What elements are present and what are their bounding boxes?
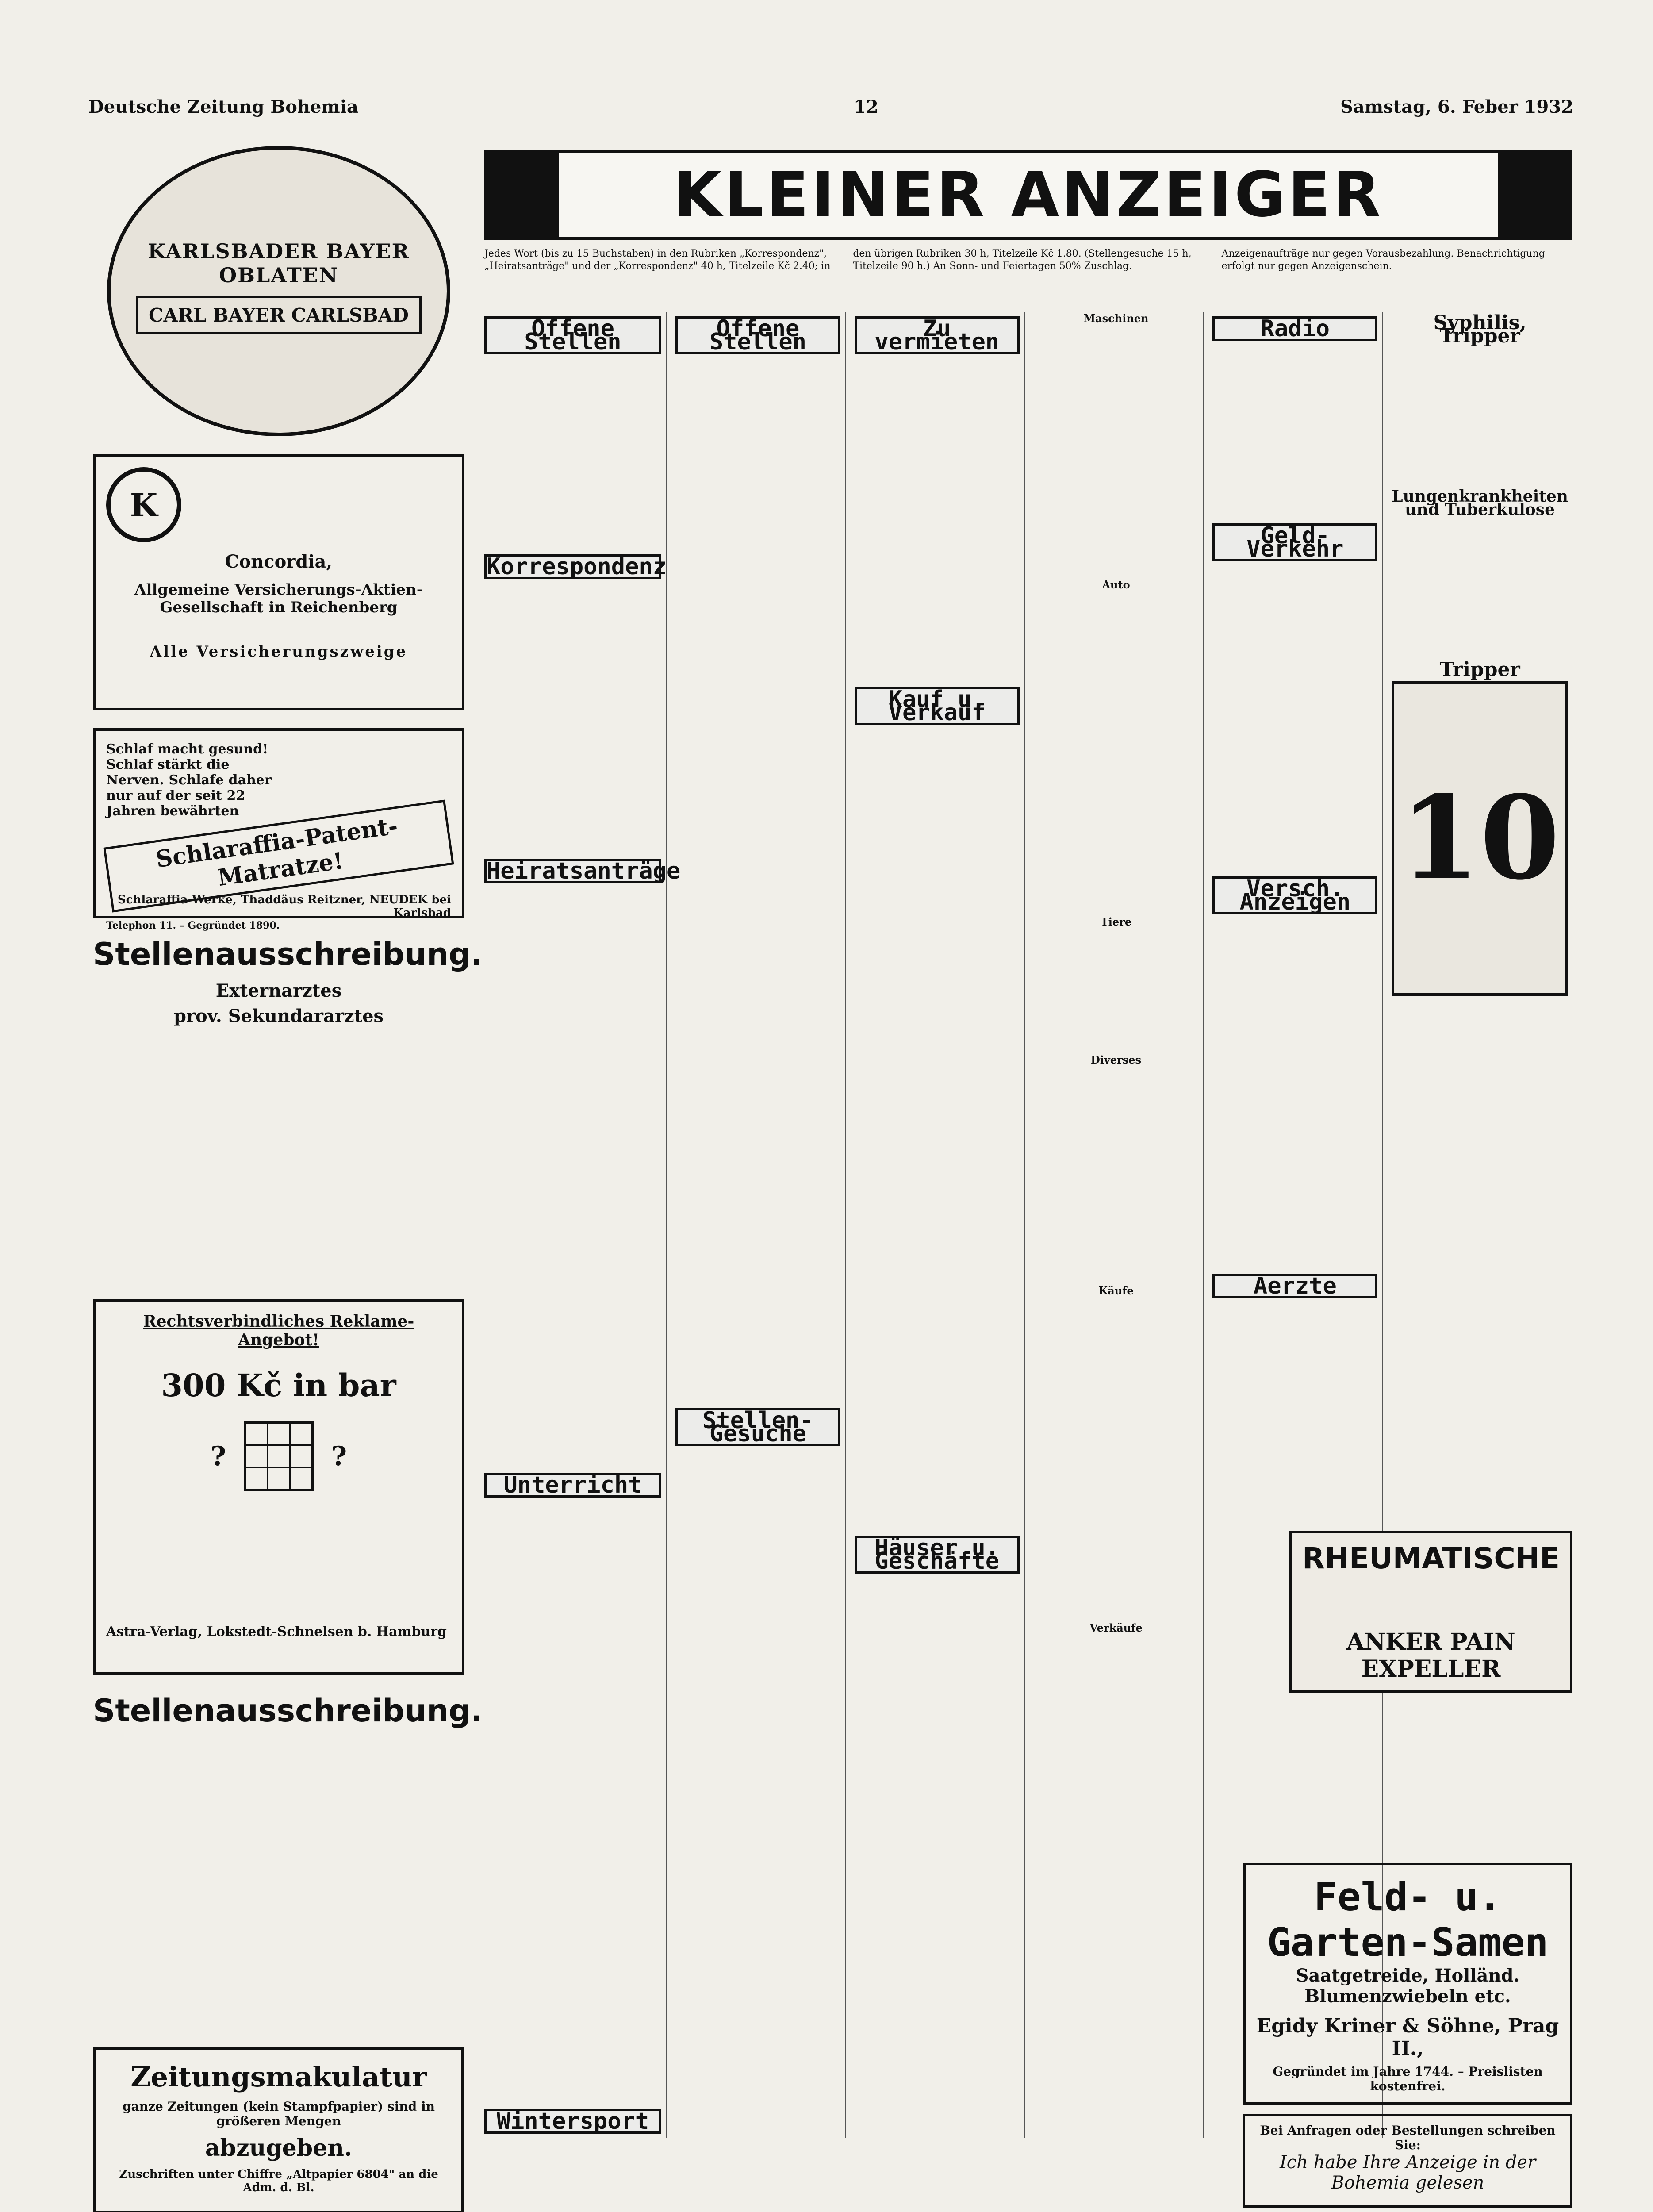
makulatur-sub: ganze Zeitungen (kein Stampfpapier) sind in größeren Mengen (123, 2099, 435, 2128)
oval-brand: CARL BAYER CARLSBAD (136, 296, 422, 334)
right-lower-ads (1289, 1522, 1572, 1693)
section-header: Aerzte (1212, 1274, 1377, 1298)
feld-sub: Saatgetreide, Holländ. Blumenzwiebeln etc. (1296, 1965, 1520, 2007)
section-header: Kauf u. Verkauf (855, 687, 1020, 725)
column-1 (484, 312, 681, 2138)
schlaraffia-phone: Telephon 11. – Gegründet 1890. (106, 920, 280, 931)
rheuma-ad (1289, 1531, 1572, 1693)
section-header: Offene Stellen (484, 316, 661, 354)
section-header: Zu vermieten (855, 316, 1020, 354)
stellen1-sub: Externarztes (215, 980, 342, 1001)
section-header: Wintersport (484, 2109, 661, 2134)
makulatur-title: Zeitungsmakulatur (130, 2061, 427, 2093)
cat-label: Auto (1102, 578, 1130, 591)
rheuma-title: RHEUMATISCHE (1302, 1541, 1560, 1575)
concordia-ad (93, 454, 464, 710)
column-3 (855, 312, 1025, 2138)
kleiner-anzeiger-banner (484, 150, 1572, 240)
reklame-prize: 300 Kč in bar (161, 1367, 396, 1404)
section-header: Unterricht (484, 1473, 661, 1498)
lungen-ad: Lungenkrankheiten und Tuberkulose (1392, 487, 1568, 519)
makulatur-ad (93, 2047, 464, 2212)
section-header: Häuser u. Geschäfte (855, 1536, 1020, 1574)
page-header (88, 96, 1573, 123)
makulatur-contact: Zuschriften unter Chiffre „Altpapier 6804" an die Adm. d. Bl. (119, 2168, 438, 2194)
schlaraffia-firm: Schlaraffia-Werke, Thaddäus Reitzner, NEUDEK bei Karlsbad (117, 893, 451, 920)
cat-label: Maschinen (1083, 312, 1149, 325)
section-header: Offene Stellen (675, 316, 840, 354)
concordia-foot: Alle Versicherungszweige (150, 643, 408, 661)
section-header: Stellen-Gesuche (675, 1408, 840, 1446)
feld-ad (1243, 1863, 1572, 2105)
concordia-sub: Allgemeine Versicherungs-Aktien-Gesellschaft in Reichenberg (134, 581, 423, 616)
reklame-title: Rechtsverbindliches Reklame-Angebot! (143, 1312, 414, 1349)
reklame-firm: Astra-Verlag, Lokstedt-Schnelsen b. Hamburg (106, 1624, 447, 1640)
section-header: Geld-Verkehr (1212, 523, 1377, 561)
oval-top: KARLSBADER BAYER OBLATEN (148, 239, 410, 287)
column-4 (1034, 312, 1204, 2138)
section-header: Radio (1212, 316, 1377, 341)
cat-label: Verkäufe (1089, 1621, 1143, 1634)
rheuma-brand: ANKER PAIN EXPELLER (1346, 1628, 1515, 1682)
stellen2-title: Stellenausschreibung. (93, 1693, 483, 1729)
left-column (93, 146, 483, 2212)
stellen1-title: Stellenausschreibung. (93, 936, 483, 972)
stellen1-sub2: prov. Sekundararztes (173, 1006, 384, 1026)
section-header: Versch. Anzeigen (1212, 876, 1377, 914)
issue-date: Samstag, 6. Feber 1932 (1340, 96, 1573, 117)
cat-label: Diverses (1090, 1053, 1142, 1066)
masthead-left: Deutsche Zeitung Bohemia (88, 96, 358, 117)
schlaraffia-text: Schlaf macht gesund! Schlaf stärkt die Nerven. Schlafe daher nur auf der seit 22 Jahren bewährten (106, 741, 272, 819)
stellenausschreibung-2 (93, 1693, 483, 2047)
banner-title: KLEINER ANZEIGER (674, 159, 1383, 231)
feld-firm: Egidy Kriner & Söhne, Prag II., (1256, 2015, 1559, 2060)
section-header: Heiratsanträge (484, 859, 661, 883)
schlaraffia-name: Schlaraffia-Patent-Matratze! (103, 799, 454, 912)
stellenausschreibung-1 (93, 936, 483, 1299)
feld-year: Gegründet im Jahre 1744. – Preislisten kostenfrei. (1273, 2064, 1543, 2093)
column-2 (675, 312, 846, 2138)
tripper-ad: Tripper (1439, 658, 1520, 681)
anfragen-box (1243, 2114, 1572, 2208)
sign-text: Ich habe Ihre Anzeige in der Bohemia gelesen (1279, 2152, 1536, 2193)
pricing-intro: Jedes Wort (bis zu 15 Buchstaben) in den Rubriken „Korrespondenz", „Heiratsanträge" und der „Korrespondenz" 40 h, Titelzeile Kč 2.40; in den übrigen Rubriken 30 h, Titelzeile Kč 1.80. (Stellengesuche 15 h, Titelzeile 90 h.) An Sonn- und Feiertagen 50% Zuschlag. Anzeigenaufträge nur gegen Vorausbezahlung. Benachrichtigung erfolgt nur gegen Anzeigenschein. (484, 248, 1545, 272)
syphilis-ad: Syphilis, Tripper (1433, 311, 1526, 347)
sign-head: Bei Anfragen oder Bestellungen schreiben Sie: (1260, 2123, 1556, 2152)
page-number: 12 (854, 96, 878, 117)
cat-label: Käufe (1098, 1284, 1134, 1297)
schlaraffia-ad (93, 728, 464, 931)
bayer-oblaten-ad (107, 146, 450, 436)
concordia-name: Concordia, (225, 551, 333, 572)
feld-section (1243, 1854, 1572, 2212)
section-header: Korrespondenz (484, 554, 661, 579)
concordia-logo: K (106, 467, 181, 542)
feld-title: Feld- u. Garten-Samen (1267, 1874, 1549, 1965)
puzzle-grid: ? ? (106, 1421, 451, 1491)
cat-label: Tiere (1100, 915, 1132, 928)
makulatur-action: abzugeben. (205, 2135, 353, 2162)
calendar-ad: 10 (1392, 681, 1568, 996)
reklame-ad (93, 1299, 464, 1675)
